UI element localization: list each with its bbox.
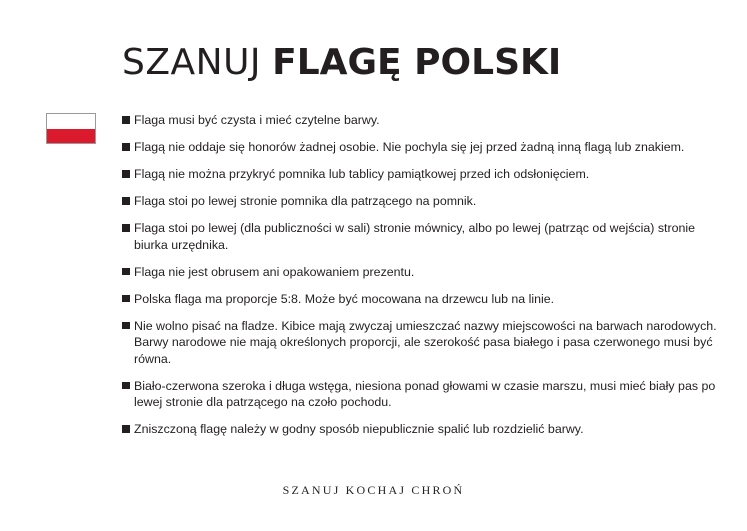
square-bullet-icon [122, 143, 130, 151]
flag-white-stripe [47, 114, 95, 129]
square-bullet-icon [122, 197, 130, 205]
rule-item [122, 318, 722, 368]
rule-item [122, 112, 722, 129]
page-title [122, 38, 561, 87]
rule-text: Flaga stoi po lewej (dla publiczności w sali) stronie mównicy, albo po lewej (patrząc od wejścia) stronie biurka urzędnika. [134, 221, 696, 252]
rule-text: Flagą nie można przykryć pomnika lub tablicy pamiątkowej przed ich odsłonięciem. [134, 167, 590, 181]
rule-item [122, 166, 722, 183]
rule-text: Flaga musi być czysta i mieć czytelne barwy. [134, 113, 380, 127]
title-bold-part: FLAGĘ POLSKI [272, 42, 562, 83]
rule-text: Polska flaga ma proporcje 5:8. Może być mocowana na drzewcu lub na linie. [134, 291, 555, 306]
rule-text: Zniszczoną flagę należy w godny sposób niepublicznie spalić lub rozdzielić barwy. [134, 422, 584, 436]
title-light-part: SZANUJ [122, 42, 262, 83]
flag-red-stripe [47, 129, 95, 144]
flag-rules-list [122, 112, 722, 448]
rule-text: Flaga stoi po lewej stronie pomnika dla patrzącego na pomnik. [134, 194, 477, 208]
square-bullet-icon [122, 170, 130, 178]
rule-text: Biało-czerwona szeroka i długa wstęga, niesiona ponad głowami w czasie marszu, musi mieć biały pas po lewej stronie dla patrzącego na czoło pochodu. [134, 378, 716, 409]
square-bullet-icon [122, 322, 130, 330]
square-bullet-icon [122, 382, 130, 390]
rule-item [122, 220, 722, 253]
rule-item [122, 139, 722, 156]
rule-item [122, 378, 722, 411]
rule-item [122, 421, 722, 438]
rule-text: Flagą nie oddaje się honorów żadnej osobie. Nie pochyla się jej przed żadną inną flagą lub znakiem. [134, 140, 685, 154]
rule-text: Nie wolno pisać na fladze. Kibice mają zwyczaj umieszczać nazwy miejscowości na barwach narodowych. Barwy narodowe nie mają określonych proporcji, ale szerokość pasa białego i pasa czerwonego musi być równa. [134, 318, 717, 366]
square-bullet-icon [122, 295, 130, 303]
rule-item [122, 291, 722, 308]
square-bullet-icon [122, 116, 130, 124]
rule-text: Flaga nie jest obrusem ani opakowaniem prezentu. [134, 264, 415, 279]
square-bullet-icon [122, 224, 130, 232]
polish-flag-icon [46, 113, 96, 144]
footer-motto: SZANUJ KOCHAJ CHROŃ [282, 483, 465, 497]
rule-item [122, 193, 722, 210]
square-bullet-icon [122, 425, 130, 433]
square-bullet-icon [122, 268, 130, 276]
rule-item [122, 264, 722, 281]
